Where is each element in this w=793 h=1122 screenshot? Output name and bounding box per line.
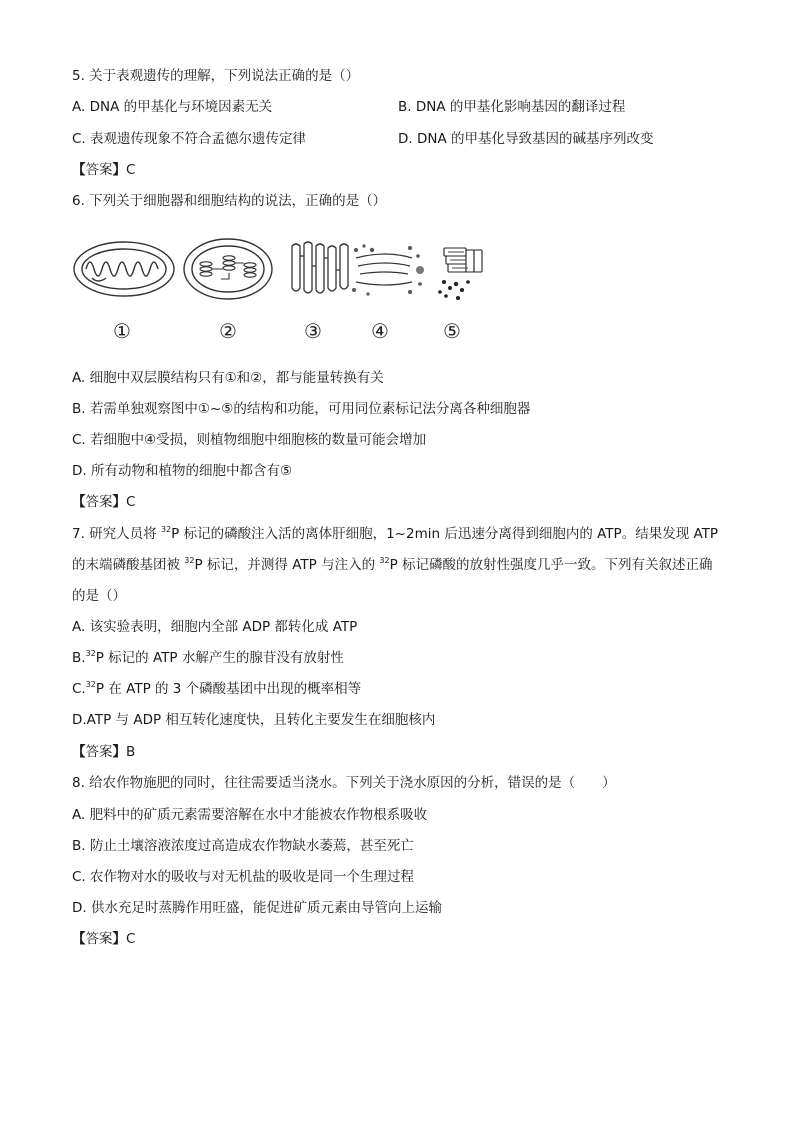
- chloroplast-diagram: [184, 239, 272, 299]
- q6-option-b: B. 若需单独观察图中①~⑤的结构和功能，可用同位素标记法分离各种细胞器: [72, 401, 531, 417]
- answer-value: C: [126, 494, 136, 510]
- q5-option-b: B. DNA 的甲基化影响基因的翻译过程: [398, 99, 626, 115]
- q7-option-a: A. 该实验表明，细胞内全部 ADP 都转化成 ATP: [72, 619, 358, 635]
- figure-label-4: ④: [371, 319, 389, 343]
- q6-option-c: C. 若细胞中④受损，则植物细胞中细胞核的数量可能会增加: [72, 432, 427, 448]
- q6-stem: 6. 下列关于细胞器和细胞结构的说法，正确的是（）: [72, 193, 387, 209]
- q5-option-d: D. DNA 的甲基化导致基因的碱基序列改变: [398, 131, 654, 147]
- q7-stem-line-1: [72, 524, 718, 544]
- golgi-apparatus-diagram: [352, 244, 424, 295]
- q8-answer: 【答案】C: [72, 931, 136, 947]
- isotope-superscript: 32: [184, 556, 195, 565]
- option-text: P 在 ATP 的 3 个磷酸基团中出现的概率相等: [95, 681, 362, 697]
- q5-stem: 5. 关于表观遗传的理解，下列说法正确的是（）: [72, 68, 360, 84]
- q5-answer: 【答案】C: [72, 162, 136, 178]
- q6-option-a: A. 细胞中双层膜结构只有①和②，都与能量转换有关: [72, 370, 384, 386]
- endoplasmic-reticulum-diagram: [292, 242, 348, 293]
- figure-label-3: ③: [304, 319, 322, 343]
- answer-value: B: [126, 744, 136, 760]
- option-letter: C.: [72, 681, 86, 697]
- q7-answer: 【答案】B: [72, 744, 136, 760]
- q7-stem-line-2: [72, 555, 713, 575]
- q7-stem-text: 的末端磷酸基团被: [72, 557, 185, 573]
- option-letter: B.: [72, 650, 86, 666]
- answer-label: 答案: [85, 162, 113, 178]
- q8-stem: 8. 给农作物施肥的同时，往往需要适当浇水。下列关于浇水原因的分析，错误的是（ ）: [72, 775, 616, 791]
- q7-option-c: [72, 679, 361, 699]
- q8-option-d: D. 供水充足时蒸腾作用旺盛，能促进矿质元素由导管向上运输: [72, 900, 442, 916]
- isotope-superscript: 32: [160, 525, 172, 534]
- figure-label-2: ②: [219, 319, 237, 343]
- q6-option-d: D. 所有动物和植物的细胞中都含有⑤: [72, 463, 293, 479]
- centriole-diagram: [438, 248, 482, 300]
- isotope-superscript: 32: [379, 556, 390, 565]
- answer-label: 答案: [85, 931, 113, 947]
- mitochondrion-diagram: [74, 242, 174, 296]
- figure-label-1: ①: [113, 319, 131, 343]
- q8-option-c: C. 农作物对水的吸收与对无机盐的吸收是同一个生理过程: [72, 869, 415, 885]
- q8-option-a: A. 肥料中的矿质元素需要溶解在水中才能被农作物根系吸收: [72, 807, 428, 823]
- option-text: P 标记的 ATP 水解产生的腺苷没有放射性: [95, 650, 344, 666]
- q7-stem-text: P 标记，并测得 ATP 与注入的: [194, 557, 380, 573]
- q5-option-c: C. 表观遗传现象不符合孟德尔遗传定律: [72, 131, 307, 147]
- q7-option-b: [72, 648, 344, 668]
- answer-value: C: [126, 162, 136, 178]
- isotope-superscript: 32: [85, 649, 96, 658]
- q8-option-b: B. 防止土壤溶液浓度过高造成农作物缺水萎蔫，甚至死亡: [72, 838, 414, 854]
- q7-stem-text: P 标记磷酸的放射性强度几乎一致。下列有关叙述正确: [389, 557, 713, 573]
- figure-label-5: ⑤: [443, 319, 461, 343]
- q7-stem-text: P 标记的磷酸注入活的离体肝细胞，1~2min 后迅速分离得到细胞内的 ATP。结果发现 ATP: [171, 526, 719, 542]
- q7-stem-text: 7. 研究人员将: [72, 526, 161, 542]
- q6-answer: 【答案】C: [72, 494, 136, 510]
- organelle-figure: [72, 236, 492, 346]
- q7-option-d: D.ATP 与 ADP 相互转化速度快，且转化主要发生在细胞核内: [72, 712, 436, 728]
- answer-label: 答案: [85, 744, 113, 760]
- answer-value: C: [126, 931, 136, 947]
- answer-label: 答案: [85, 494, 113, 510]
- isotope-superscript: 32: [85, 680, 96, 689]
- q7-stem-line-3: 的是（）: [72, 588, 126, 604]
- q5-option-a: A. DNA 的甲基化与环境因素无关: [72, 99, 273, 115]
